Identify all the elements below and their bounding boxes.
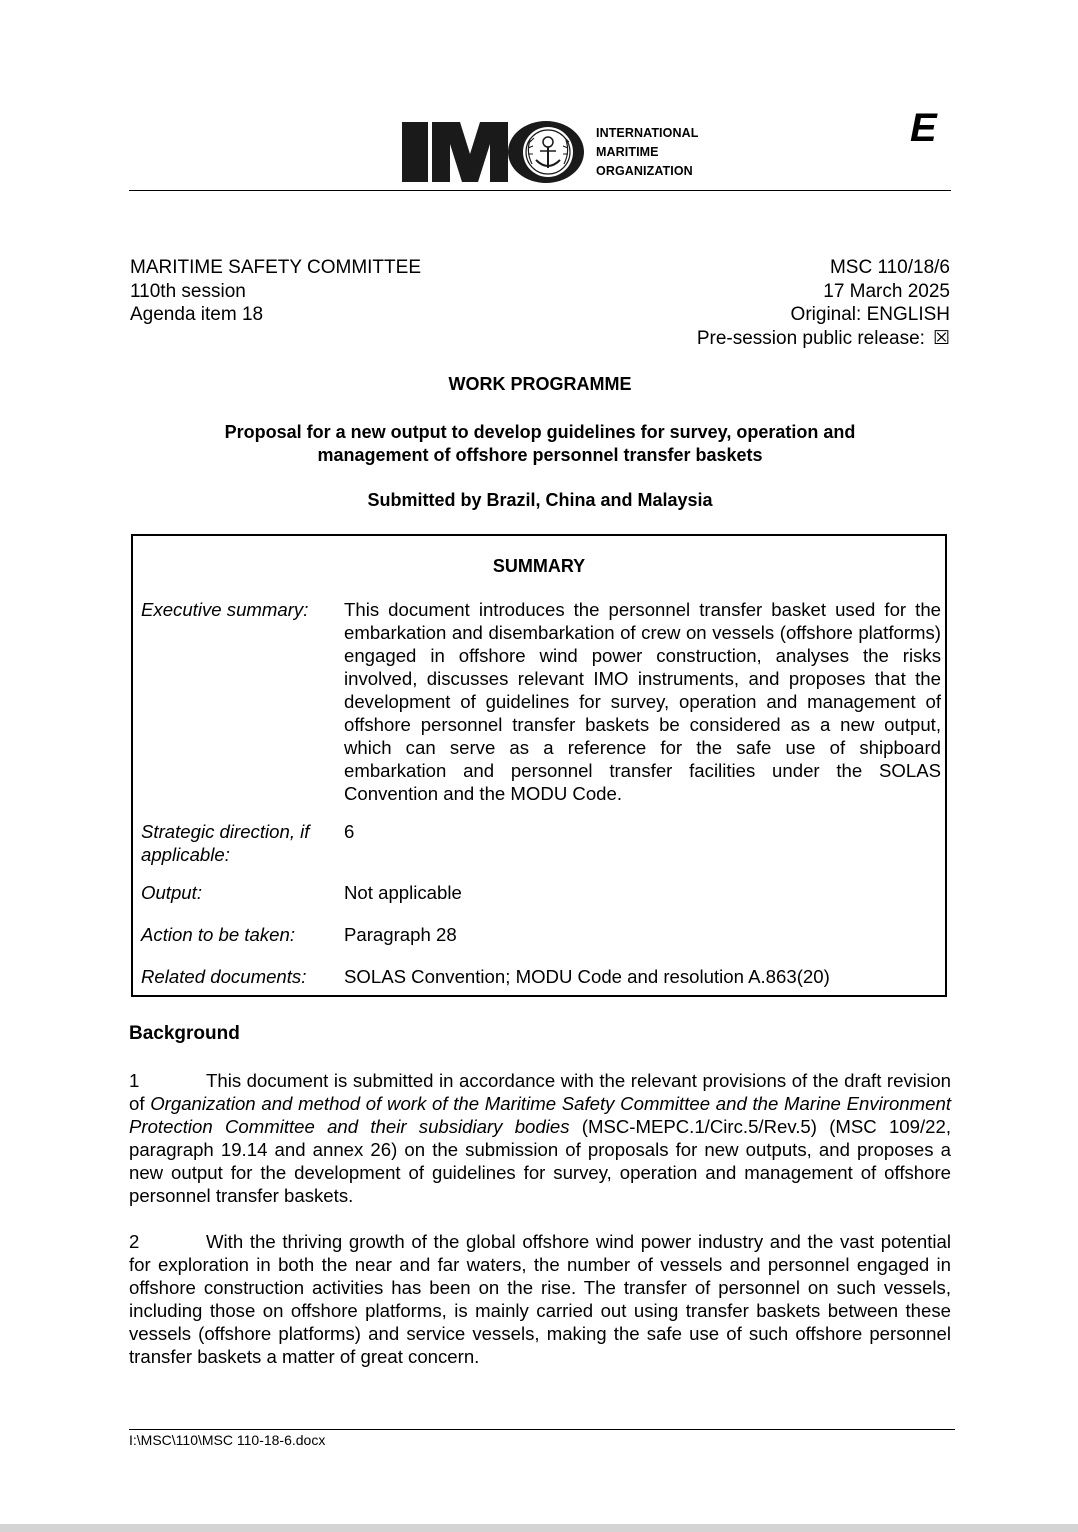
paragraph-2: [129, 1230, 951, 1368]
submitted-by: Submitted by Brazil, China and Malaysia: [367, 490, 713, 510]
org-name-line: ORGANIZATION: [596, 163, 693, 178]
section-heading: Background: [129, 1023, 240, 1044]
subtitle-line: management of offshore personnel transfer baskets: [317, 444, 763, 465]
original-language: Original: ENGLISH: [790, 304, 950, 325]
footer-divider: [129, 1429, 955, 1430]
summary-value: Paragraph 28: [344, 924, 457, 945]
summary-label: Output:: [141, 882, 202, 903]
summary-box: [131, 534, 947, 997]
summary-heading: SUMMARY: [492, 556, 586, 576]
paragraph-text: This document is submitted in accordance with the relevant provisions of the draft revision of: [129, 1070, 951, 1114]
summary-label: Related documents:: [141, 966, 307, 987]
release-status: [697, 327, 950, 351]
footer-file-path: I:\MSC\110\MSC 110-18-6.docx: [129, 1432, 326, 1448]
language-code: E: [910, 106, 937, 150]
organization-name: [596, 124, 698, 181]
document-subtitle: [129, 421, 951, 466]
header-divider: [129, 190, 951, 191]
paragraph-number: 2: [129, 1231, 140, 1252]
committee-name: MARITIME SAFETY COMMITTEE: [130, 257, 421, 278]
summary-label: Executive summary:: [141, 599, 309, 620]
summary-value: This document introduces the personnel transfer basket used for the embarkation and disembarkation of crew on vessels (offshore platforms) engaged in offshore wind power construction, analyses the risks involved, discusses relevant IMO instruments, and proposes that the development of guidelines for survey, operation and management of offshore personnel transfer baskets be considered as a new output, which can serve as a reference for the safe use of shipboard embarkation and personnel transfer facilities under the SOLAS Convention and the MODU Code.: [344, 599, 941, 804]
org-name-line: MARITIME: [596, 144, 659, 159]
document-symbol: MSC 110/18/6: [829, 257, 950, 278]
viewer-bottom-edge: [0, 1524, 1078, 1532]
release-checkbox-icon: ☒: [932, 327, 950, 349]
document-date: 17 March 2025: [823, 280, 950, 302]
meta-right: [697, 256, 950, 350]
paragraph-text: With the thriving growth of the global offshore wind power industry and the vast potential for exploration in both the near and far waters, the number of vessels and personnel engaged in offshore construction activities has been on the rise. The transfer of personnel on such vessels, including those on offshore platforms, is mainly carried out using transfer baskets between these vessels (offshore platforms) and service vessels, making the safe use of such offshore personnel transfer baskets a matter of great concern.: [129, 1231, 951, 1367]
document-title: WORK PROGRAMME: [448, 374, 632, 394]
paragraph-number: 1: [129, 1070, 140, 1091]
paragraph-1: [129, 1069, 951, 1207]
imo-logo: [402, 120, 698, 184]
summary-value: Not applicable: [344, 882, 462, 903]
summary-value: SOLAS Convention; MODU Code and resolution A.863(20): [344, 966, 830, 987]
summary-label: Strategic direction, if applicable:: [141, 821, 310, 865]
paragraph-text: (MSC-MEPC.1/Circ.5/Rev.5) (MSC 109/22, paragraph 19.14 and annex 26) on the submission of proposals for new outputs, and proposes a new output for the development of guidelines for survey, operation and management of offshore personnel transfer baskets.: [129, 1116, 951, 1206]
imo-emblem-icon: [402, 120, 584, 184]
paragraph-italic-title: Organization and method of work of the Maritime Safety Committee and the Marine Environment Protection Committee and their subsidiary bodies: [129, 1093, 951, 1137]
session: 110th session: [130, 280, 246, 302]
summary-label: Action to be taken:: [141, 924, 296, 945]
meta-left: [130, 256, 421, 327]
release-label: Pre-session public release:: [696, 327, 925, 349]
subtitle-line: Proposal for a new output to develop guidelines for survey, operation and: [224, 422, 856, 442]
summary-value: 6: [344, 821, 355, 842]
agenda-item: Agenda item 18: [130, 304, 264, 325]
org-name-line: INTERNATIONAL: [596, 125, 699, 140]
